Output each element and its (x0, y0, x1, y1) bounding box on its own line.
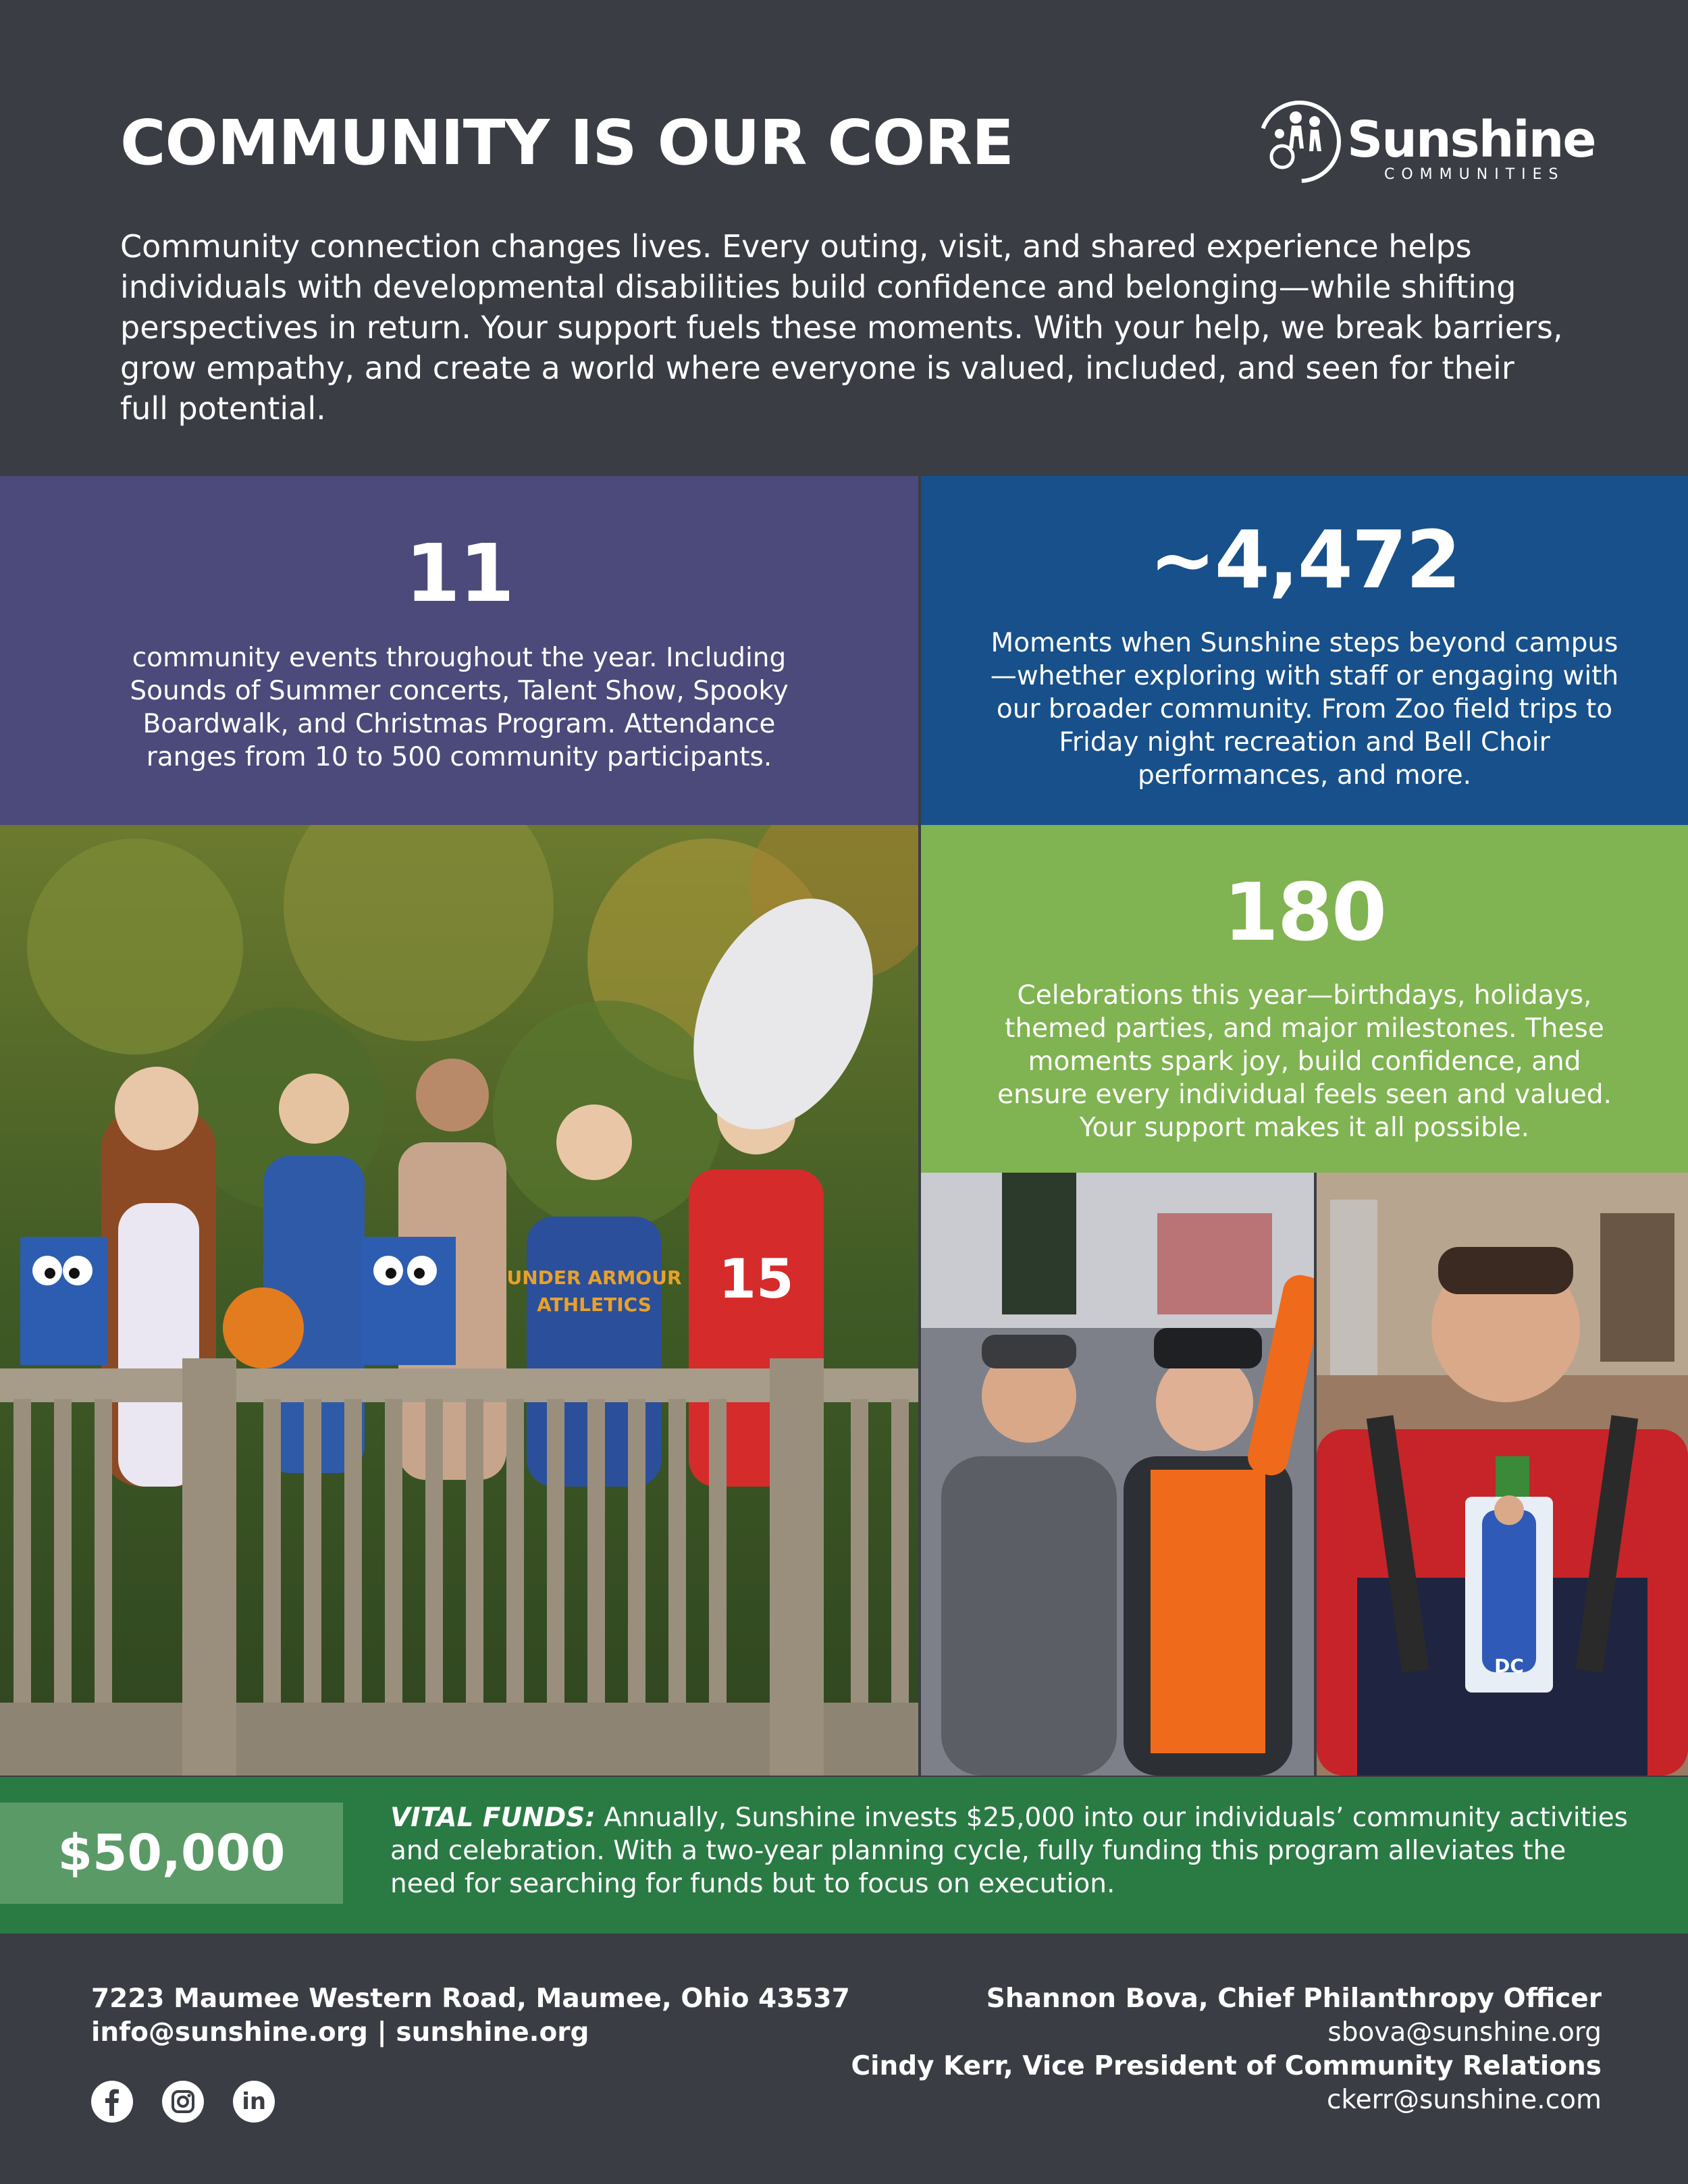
stat-description: Celebrations this year—birthdays, holidays, themed parties, and major milestones. These moments spark joy, build confidence, and ensure every individual feels seen and valued. Your support makes it all possible. (997, 980, 1612, 1143)
social-links (91, 2081, 300, 2123)
stat-panel-moments (921, 476, 1688, 825)
photo-two-men (921, 1173, 1314, 1776)
facebook-icon-glyph (91, 2081, 133, 2123)
facebook-icon[interactable] (91, 2081, 133, 2123)
shirt-text-1: UNDER ARMOUR (506, 1267, 682, 1289)
sunshine-logo-icon (1252, 95, 1347, 189)
instagram-icon-glyph (162, 2081, 204, 2123)
funds-amount-box (0, 1803, 343, 1904)
stat-description: community events throughout the year. Including Sounds of Summer concerts, Talent Show, Spooky Boardwalk, and Christmas Program. Attendance ranges from 10 to 500 community participants. (130, 643, 789, 772)
funds-description (390, 1801, 1639, 1900)
page-title: COMMUNITY IS OUR CORE (120, 107, 1013, 179)
photo-halloween-boardwalk (0, 825, 918, 1776)
stat-description: Moments when Sunshine steps beyond campus—whether exploring with staff or engaging with our broader community. From Zoo field trips to Friday night recreation and Bell Choir performances, and more. (990, 628, 1619, 791)
stat-number: 11 (404, 527, 514, 620)
photo-two-men-illustration (921, 1173, 1314, 1776)
footer-address: 7223 Maumee Western Road, Maumee, Ohio 43537 (91, 1983, 850, 2014)
linkedin-icon[interactable] (233, 2081, 275, 2123)
footer-contacts (851, 1982, 1602, 2117)
stat-number: 180 (1223, 865, 1386, 959)
contact-email[interactable]: ckerr@sunshine.com (1326, 2085, 1602, 2115)
stat-panel-celebrations (921, 825, 1688, 1173)
sunshine-logo (1252, 95, 1595, 196)
funds-body: Annually, Sunshine invests $25,000 into our individuals’ community activities and celebration. With a two-year planning cycle, fully funding this program alleviates the need for searching for funds but to focus on execution. (390, 1803, 1629, 1899)
contact-email[interactable]: sbova@sunshine.org (1327, 2017, 1602, 2048)
linkedin-glyph: in (242, 2088, 267, 2115)
intro-paragraph: Community connection changes lives. Every outing, visit, and shared experience helps individuals with developmental disabilities build confidence and belonging—while shifting perspectives in return. Your support fuels these moments. With your help, we break barriers, grow empathy, and create a world where everyone is valued, included, and seen for their full potential. (120, 228, 1563, 427)
logo-wordmark: Sunshine (1347, 111, 1595, 169)
logo-subtitle: COMMUNITIES (1384, 166, 1565, 183)
vital-funds-band (0, 1777, 1688, 1934)
photo-halloween-illustration (0, 825, 918, 1776)
photo-man-with-toy-illustration (1317, 1173, 1688, 1776)
footer-address-block (91, 1982, 850, 2050)
shirt-text-2: ATHLETICS (537, 1294, 652, 1316)
header-section (0, 0, 1688, 476)
instagram-icon[interactable] (162, 2081, 204, 2123)
funds-lead: VITAL FUNDS: (390, 1803, 596, 1833)
footer (0, 1934, 1688, 2184)
footer-web-links[interactable]: info@sunshine.org | sunshine.org (91, 2017, 589, 2048)
funds-amount: $50,000 (57, 1824, 286, 1882)
toy-label: DC (1494, 1655, 1524, 1677)
stat-number: ~4,472 (1149, 513, 1460, 606)
jersey-number: 15 (718, 1248, 794, 1310)
photo-man-with-toy (1317, 1173, 1688, 1776)
stat-panel-events (0, 476, 918, 825)
contact-name: Shannon Bova, Chief Philanthropy Officer (986, 1983, 1602, 2014)
contact-name: Cindy Kerr, Vice President of Community Relations (851, 2051, 1602, 2081)
